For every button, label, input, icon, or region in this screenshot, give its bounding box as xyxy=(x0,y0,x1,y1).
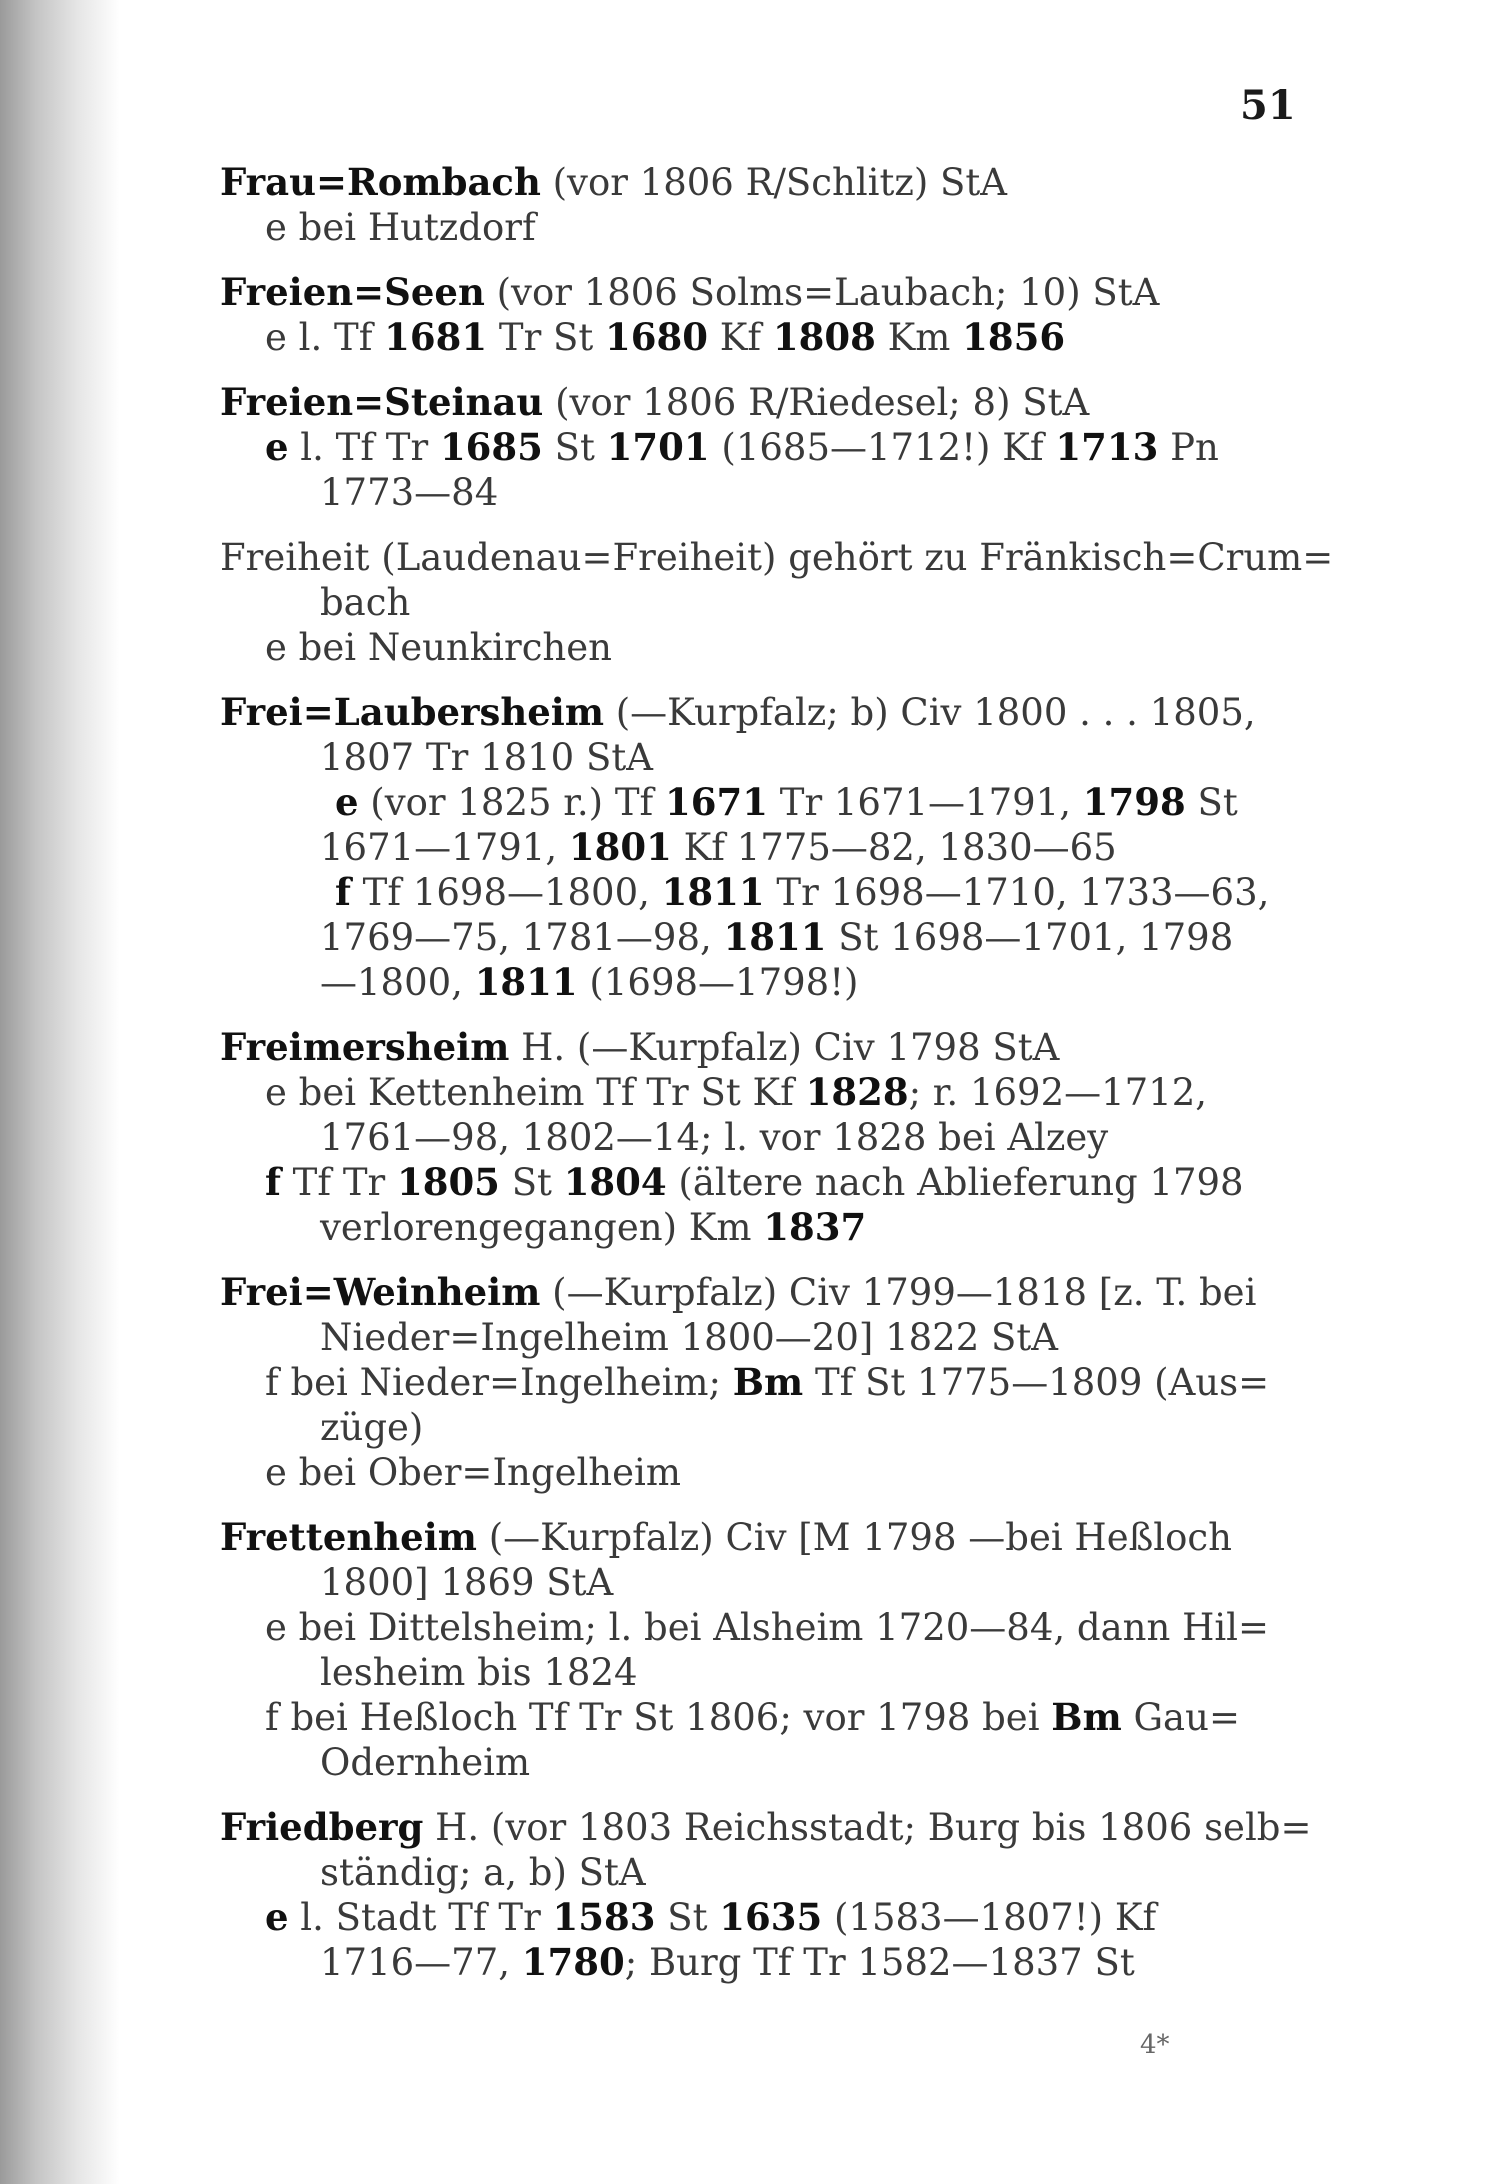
entry-line xyxy=(220,425,1310,470)
place-name: Frei=Laubersheim xyxy=(220,690,604,734)
entry-text: Tf St 1775—1809 (Aus= xyxy=(803,1361,1270,1404)
entry-line xyxy=(220,580,1310,625)
entry-text: 1716—77, xyxy=(320,1941,522,1984)
bold-value: 1811 xyxy=(474,960,578,1004)
entry-text: Tf Tr xyxy=(280,1161,397,1204)
entry-text: Tr St xyxy=(487,316,606,359)
place-name: Freien=Seen xyxy=(220,270,485,314)
entry-line xyxy=(220,470,1310,515)
place-name: Frettenheim xyxy=(220,1515,477,1559)
entry-line xyxy=(220,1160,1310,1205)
entry-text: Kf 1775—82, 1830—65 xyxy=(671,826,1117,869)
entry-text: (vor 1806 R/Schlitz) StA xyxy=(540,161,1007,204)
entry-heading-line xyxy=(220,270,1310,315)
entry-text: ständig; a, b) StA xyxy=(320,1851,646,1894)
entry-text: Gau= xyxy=(1121,1696,1240,1739)
entry-text: 1800] 1869 StA xyxy=(320,1561,614,1604)
bold-value: 1804 xyxy=(563,1160,667,1204)
bold-value: 1685 xyxy=(439,425,543,469)
entry-line xyxy=(220,1405,1310,1450)
bold-value: 1828 xyxy=(805,1070,909,1114)
bold-value: 1811 xyxy=(661,870,765,914)
bold-value: 1671 xyxy=(665,780,768,824)
entry-text: Pn xyxy=(1158,426,1219,469)
entry-text: e bei Kettenheim Tf Tr St Kf xyxy=(265,1071,806,1114)
bold-value: 1798 xyxy=(1082,780,1186,824)
entry-text: (1685—1712!) Kf xyxy=(709,426,1056,469)
entry-line xyxy=(220,1650,1310,1695)
entry-text: Nieder=Ingelheim 1800—20] 1822 StA xyxy=(320,1316,1058,1359)
entry-line xyxy=(220,1205,1310,1250)
entry-heading-line xyxy=(220,1805,1310,1850)
entry-text: (—Kurpfalz) Civ [M 1798 —bei Heßloch xyxy=(476,1516,1232,1559)
entry-text: H. (—Kurpfalz) Civ 1798 StA xyxy=(509,1026,1060,1069)
entry-line xyxy=(220,870,1310,915)
entry-text: St xyxy=(542,426,607,469)
entry-line xyxy=(220,205,1310,250)
bold-value: 1680 xyxy=(605,315,708,359)
entry-text: Kf xyxy=(708,316,773,359)
entry-line xyxy=(220,735,1310,780)
bold-value: 1681 xyxy=(384,315,488,359)
entry-line xyxy=(220,960,1310,1005)
entry-line xyxy=(220,780,1310,825)
entry-text: Tf 1698—1800, xyxy=(350,871,662,914)
entry-block xyxy=(220,690,1310,1005)
page-gutter-shadow xyxy=(0,0,120,2184)
entry-text: ; r. 1692—1712, xyxy=(908,1071,1208,1114)
entry-text: ; Burg Tf Tr 1582—1837 St xyxy=(624,1941,1135,1984)
entry-block xyxy=(220,1270,1310,1495)
bold-value: Bm xyxy=(1051,1695,1122,1739)
entry-line xyxy=(220,1115,1310,1160)
entry-text: (ältere nach Ablieferung 1798 xyxy=(666,1161,1244,1204)
entry-text: St xyxy=(499,1161,564,1204)
entry-text: (1583—1807!) Kf xyxy=(822,1896,1157,1939)
entry-text: (1698—1798!) xyxy=(577,961,859,1004)
entry-text: St xyxy=(655,1896,720,1939)
entry-line xyxy=(220,1695,1310,1740)
bold-value: 1583 xyxy=(552,1895,656,1939)
entry-heading-line xyxy=(220,690,1310,735)
entry-line xyxy=(220,1895,1310,1940)
entry-heading-line xyxy=(220,380,1310,425)
entry-block xyxy=(220,1805,1310,1985)
entry-block xyxy=(220,535,1334,670)
entry-line xyxy=(220,315,1310,360)
place-name: Frei=Weinheim xyxy=(220,1270,541,1314)
entry-text: Km xyxy=(875,316,963,359)
entry-heading-line xyxy=(220,1025,1310,1070)
bold-value: Bm xyxy=(732,1360,804,1404)
printer-signature-mark: 4* xyxy=(1140,2030,1170,2060)
entry-text: St xyxy=(1185,781,1238,824)
entry-block xyxy=(220,160,1310,250)
entry-heading-line xyxy=(220,160,1310,205)
page-number: 51 xyxy=(1240,82,1296,129)
entry-text: Tr 1698—1710, 1733—63, xyxy=(764,871,1270,914)
entry-text: e bei Ober=Ingelheim xyxy=(265,1451,681,1494)
entry-text: e bei Dittelsheim; l. bei Alsheim 1720—84, dann Hil= xyxy=(265,1606,1270,1649)
entry-text: bach xyxy=(320,581,411,624)
entry-text: l. Tf Tr xyxy=(288,426,440,469)
entry-text: 1773—84 xyxy=(320,471,499,514)
bold-value: 1856 xyxy=(962,315,1066,359)
place-name: Freimersheim xyxy=(220,1025,510,1069)
entry-text: (vor 1806 Solms=Laubach; 10) StA xyxy=(484,271,1160,314)
entry-block xyxy=(220,1515,1310,1785)
entry-line xyxy=(220,1070,1310,1115)
entry-line xyxy=(220,1605,1310,1650)
entry-text: f bei Heßloch Tf Tr St 1806; vor 1798 bei xyxy=(265,1696,1052,1739)
bold-value: 1780 xyxy=(521,1940,625,1984)
entry-line xyxy=(220,1450,1310,1495)
entry-block xyxy=(220,1025,1310,1250)
entry-text: 1671—1791, xyxy=(320,826,569,869)
entry-text: H. (vor 1803 Reichsstadt; Burg bis 1806 selb= xyxy=(423,1806,1312,1849)
entry-text: 1769—75, 1781—98, xyxy=(320,916,724,959)
entry-text: lesheim bis 1824 xyxy=(320,1651,638,1694)
entry-text: e l. Tf xyxy=(265,316,385,359)
bold-value: 1837 xyxy=(763,1205,867,1249)
entry-text: verlorengegangen) Km xyxy=(320,1206,764,1249)
bold-value: f xyxy=(265,1160,281,1204)
bold-value: f xyxy=(335,870,351,914)
entry-text: Tr 1671—1791, xyxy=(768,781,1083,824)
entry-text: —1800, xyxy=(320,961,475,1004)
entry-line xyxy=(220,825,1310,870)
entry-line xyxy=(220,1360,1310,1405)
entry-heading-line xyxy=(220,1270,1310,1315)
entry-text: Odernheim xyxy=(320,1741,531,1784)
entry-text: züge) xyxy=(320,1406,424,1449)
bold-value: 1713 xyxy=(1055,425,1159,469)
entry-text: e bei Hutzdorf xyxy=(265,206,536,249)
entry-text: f bei Nieder=Ingelheim; xyxy=(265,1361,733,1404)
entry-block xyxy=(220,380,1310,515)
entry-block xyxy=(220,270,1310,360)
bold-value: e xyxy=(335,780,359,824)
bold-value: 1808 xyxy=(772,315,876,359)
entry-line xyxy=(220,1560,1310,1605)
entry-line xyxy=(220,625,1310,670)
entry-text: 1761—98, 1802—14; l. vor 1828 bei Alzey xyxy=(320,1116,1109,1159)
entry-heading-line xyxy=(220,1515,1310,1560)
entry-text: l. Stadt Tf Tr xyxy=(288,1896,553,1939)
entry-line xyxy=(220,1315,1310,1360)
place-name: Friedberg xyxy=(220,1805,424,1849)
place-name: Freien=Steinau xyxy=(220,380,544,424)
document-body xyxy=(220,160,1334,2005)
entry-text: e bei Neunkirchen xyxy=(265,626,612,669)
bold-value: 1811 xyxy=(723,915,827,959)
bold-value: 1801 xyxy=(568,825,672,869)
entry-text: (—Kurpfalz; b) Civ 1800 . . . 1805, xyxy=(603,691,1256,734)
entry-text: (—Kurpfalz) Civ 1799—1818 [z. T. bei xyxy=(540,1271,1257,1314)
entry-text: (vor 1806 R/Riedesel; 8) StA xyxy=(543,381,1090,424)
entry-text: 1807 Tr 1810 StA xyxy=(320,736,653,779)
place-name: Frau=Rombach xyxy=(220,160,541,204)
entry-text: (vor 1825 r.) Tf xyxy=(358,781,666,824)
entry-line xyxy=(220,1740,1310,1785)
bold-value: e xyxy=(265,425,289,469)
bold-value: 1635 xyxy=(719,1895,823,1939)
entry-line xyxy=(220,915,1310,960)
entry-text: Freiheit (Laudenau=Freiheit) gehört zu Fränkisch=Crum= xyxy=(220,536,1334,579)
entry-line xyxy=(220,1940,1310,1985)
entry-text: St 1698—1701, 1798 xyxy=(826,916,1234,959)
bold-value: 1701 xyxy=(606,425,710,469)
bold-value: 1805 xyxy=(396,1160,500,1204)
entry-heading-line xyxy=(220,535,1334,580)
bold-value: e xyxy=(265,1895,289,1939)
entry-line xyxy=(220,1850,1310,1895)
